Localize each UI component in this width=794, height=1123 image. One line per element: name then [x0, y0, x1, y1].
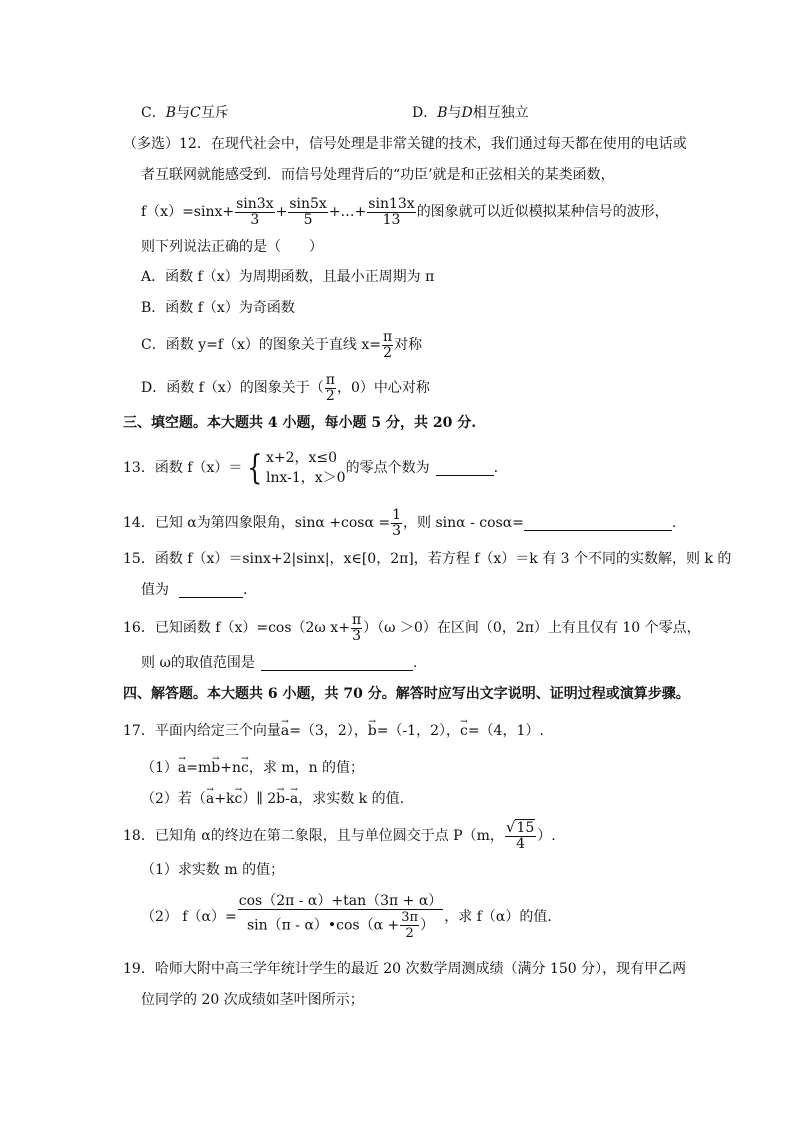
q19-line2: 位同学的 20 次成绩如茎叶图所示； — [141, 992, 364, 1008]
q16-line2: 则 ω的取值范围是 . — [141, 655, 418, 671]
q16-answer-blank[interactable] — [261, 656, 413, 671]
q12-option-c: C．函数 y=f（x）的图象关于直线 x= $\frac{\pi}{2}$ 对称 — [141, 328, 423, 361]
q12-option-a: A．函数 f（x）为周期函数，且最小正周期为 π — [141, 269, 435, 285]
q13: 13．函数 f（x）＝ { x+2，x≤0 lnx-1，x＞0 的零点个数为 . — [123, 448, 499, 488]
q19-line1: 19．哈师大附中高三学年统计学生的最近 20 次数学周测成绩（满分 150 分），现有甲乙两 — [123, 961, 687, 977]
q15-line1: 15．函数 f（x）＝sinx+2|sinx|，x∈[0，2π]，若方程 f（x）＝k 有 3 个不同的实数解，则 k 的 — [123, 551, 732, 567]
q17-part2: （2）若（→ a+k→ c）∥ 2→ b-→ a，求实数 k 的值. — [141, 790, 404, 808]
q17-part1: （1）→ a=m→ b+n→ c，求 m，n 的值； — [141, 759, 364, 777]
q12-stem: 则下列说法正确的是（ ） — [141, 239, 323, 255]
q11-option-c: C．B与C互斥 — [141, 105, 229, 121]
q12-line2: 者互联网就能感受到．而信号处理背后的“功臣’就是和正弦相关的某类函数， — [141, 167, 615, 183]
q18-part2: （2） f（α）= cos（2π - α）+tan（3π + α） sin（π - α）•cos（α + $\frac{3\pi}{2}$ ） ，求 f（α）的值. — [141, 892, 552, 941]
q15-answer-blank[interactable] — [179, 583, 243, 598]
q17-stem: 17．平面内给定三个向量→ a=（3，2），→ b=（-1，2），→ c=（4，1）. — [123, 722, 544, 740]
q12-line1: （多选）12．在现代社会中，信号处理是非常关键的技术，我们通过每天都在使用的电话或 — [123, 136, 687, 152]
q12-frac-3: $\frac{\sin 13x}{13}$ — [368, 195, 415, 228]
q12-function-line: f（x）=sinx+ $\frac{\sin 3x}{3}$ + $\frac{\sin 5x}{5}$ +…+ $\frac{\sin 13x}{13}$ 的图象就可以近似模拟某种信号的波形， — [141, 195, 669, 228]
q14-answer-blank[interactable] — [524, 516, 672, 531]
q12-option-b: B．函数 f（x）为奇函数 — [141, 300, 295, 316]
q16-line1: 16．已知函数 f（x）=cos（2ω x+ $\frac{\pi}{3}$ ）（ω ＞0）在区间（0，2π）上有且仅有 10 个零点， — [123, 611, 701, 644]
q12-frac-2: $\frac{\sin 5x}{5}$ — [289, 195, 327, 228]
q11-option-d: D．B与D相互独立 — [412, 105, 529, 121]
q14: 14．已知 α为第四象限角，sinα +cosα = $\frac{1}{3}$ ，则 sinα - cosα= . — [123, 506, 677, 539]
q18-stem: 18．已知角 α的终边在第二象限，且与单位圆交于点 P（m， $\frac{√15}{4}$ ）. — [123, 818, 556, 852]
section-4-heading: 四、解答题。本大题共 6 小题，共 70 分。解答时应写出文字说明、证明过程或演算步骤。 — [123, 686, 690, 702]
section-3-heading: 三、填空题。本大题共 4 小题，每小题 5 分，共 20 分. — [123, 415, 477, 431]
q12-option-d: D．函数 f（x）的图象关于（ $\frac{\pi}{2}$ ，0）中心对称 — [141, 371, 430, 404]
q12-frac-1: $\frac{\sin 3x}{3}$ — [236, 195, 274, 228]
q18-part1: （1）求实数 m 的值； — [141, 862, 285, 878]
q13-answer-blank[interactable] — [436, 461, 494, 476]
q15-line2: 值为 . — [141, 582, 248, 598]
